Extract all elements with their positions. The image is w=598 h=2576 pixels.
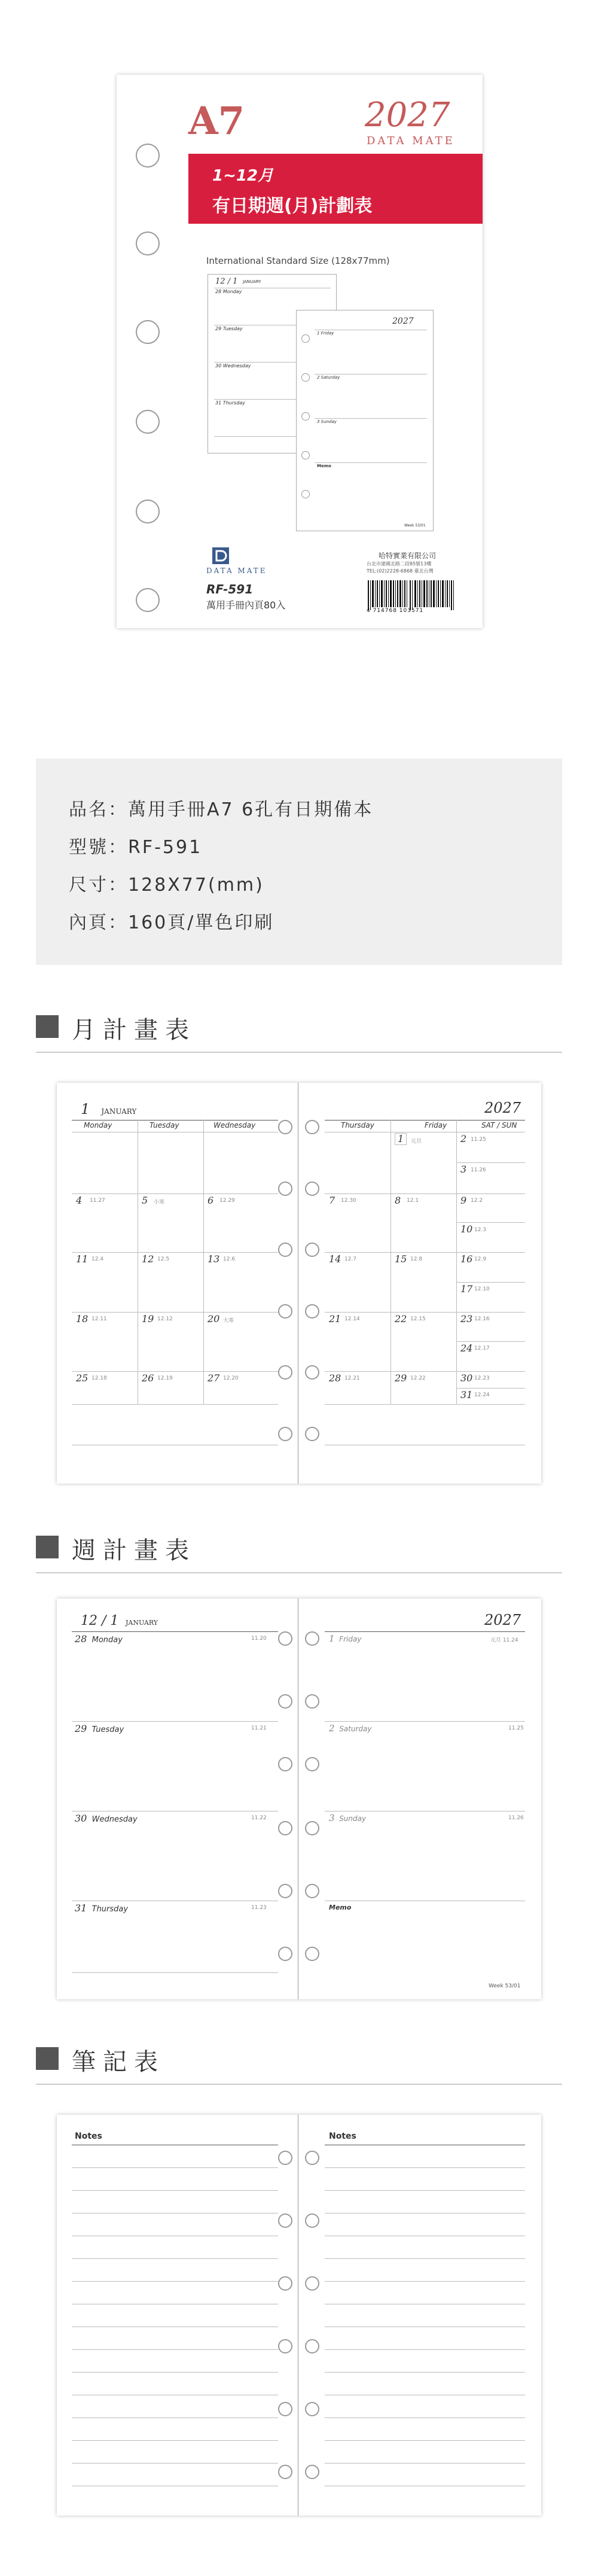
punch-hole (278, 1304, 292, 1319)
notes-title: Notes (329, 2132, 356, 2141)
spec-label: 內頁： (69, 912, 128, 933)
day-number: 30 (75, 1813, 87, 1824)
punch-hole (305, 2213, 319, 2228)
preview-day: 1 Friday (317, 331, 334, 336)
weekly-day (75, 1723, 124, 1734)
cover-year: 2027 (365, 96, 450, 135)
punch-hole (278, 1365, 292, 1380)
punch-hole (278, 2213, 292, 2228)
model-desc: 萬用手冊內頁80入 (206, 599, 286, 611)
day-number: 26 (142, 1372, 154, 1384)
punch-hole (305, 1884, 319, 1898)
product-cover (117, 75, 483, 628)
day-number: 30 (460, 1372, 473, 1384)
punch-hole (305, 2402, 319, 2416)
day-lunar: 12.1 (407, 1198, 419, 1204)
punch-hole (278, 1757, 292, 1771)
day-lunar: 11.20 (251, 1636, 267, 1642)
day-number: 12 (142, 1253, 154, 1265)
day-number: 2 (460, 1133, 467, 1144)
spec-value: RF-591 (128, 837, 203, 858)
day-number: 29 (75, 1723, 87, 1734)
punch-hole (278, 1821, 292, 1835)
day-lunar: 11.25 (471, 1137, 486, 1143)
day-lunar: 大寒 (223, 1318, 234, 1324)
day-name: Tuesday (91, 1725, 124, 1734)
preview-week: Week 53/01 (404, 523, 426, 528)
weekday-header: Monday (84, 1121, 112, 1129)
punch-hole (278, 2339, 292, 2353)
punch-hole (136, 320, 160, 344)
spec-row (69, 794, 373, 821)
day-lunar: 元旦 (411, 1138, 422, 1144)
spec-value: 160頁/單色印刷 (128, 912, 274, 933)
day-name: Wednesday (91, 1815, 138, 1824)
preview-day: 3 Sunday (317, 419, 337, 424)
spec-label: 品名： (69, 799, 128, 820)
punch-hole (136, 500, 160, 523)
spec-row (69, 870, 264, 896)
section-rule (36, 2084, 562, 2085)
day-number: 9 (460, 1195, 467, 1206)
day-lunar: 12.4 (91, 1256, 104, 1262)
preview-month: JANUARY (243, 279, 261, 284)
punch-hole (305, 1120, 319, 1134)
day-lunar: 12.2 (471, 1198, 483, 1204)
punch-hole (278, 1884, 292, 1898)
day-lunar: 12.14 (344, 1316, 360, 1322)
day-lunar: 12.6 (223, 1256, 236, 1262)
day-lunar: 12.16 (474, 1316, 490, 1322)
punch-hole (136, 232, 160, 255)
weekly-spread (57, 1598, 541, 1999)
day-lunar: 12.7 (344, 1256, 357, 1262)
weekly-year: 2027 (484, 1612, 521, 1628)
day-lunar: 12.17 (474, 1345, 490, 1351)
preview-day: 30 Wednesday (215, 363, 251, 369)
weekday-header: Wednesday (213, 1121, 256, 1129)
day-number: 18 (76, 1313, 89, 1324)
punch-hole (136, 410, 160, 434)
weekly-day (329, 1813, 366, 1823)
spec-row (69, 832, 202, 858)
weekly-month: JANUARY (126, 1619, 158, 1627)
notes-spread (57, 2115, 541, 2516)
punch-hole (278, 1631, 292, 1646)
brand-logo (212, 547, 229, 564)
section-rule (36, 1572, 562, 1573)
day-lunar: 12.19 (157, 1375, 173, 1381)
section-rule (36, 1052, 562, 1053)
spec-value: 萬用手冊A7 6孔有日期備本 (128, 799, 374, 820)
section-marker (36, 2047, 59, 2070)
day-number: 8 (395, 1195, 401, 1206)
preview-year: 2027 (392, 316, 414, 326)
section-title-notes: 筆記表 (72, 2048, 165, 2076)
punch-hole (278, 2402, 292, 2416)
preview-day: 28 Monday (215, 289, 242, 294)
preview-day: 2 Saturday (317, 375, 340, 380)
day-number: 11 (76, 1253, 89, 1265)
day-number: 25 (76, 1372, 89, 1384)
monthly-spread (57, 1083, 541, 1484)
barcode-number: 4 714768 103571 (367, 608, 424, 614)
logo-text: DATA MATE (206, 567, 267, 575)
day-lunar: 12.24 (474, 1392, 490, 1398)
day-lunar: 12.18 (91, 1375, 107, 1381)
punch-hole (136, 144, 160, 168)
day-lunar: 12.21 (344, 1375, 360, 1381)
day-number: 31 (75, 1902, 87, 1914)
day-lunar: 12.20 (223, 1375, 239, 1381)
company-tel: TEL:(02)2228-6868 臺北台灣 (367, 568, 434, 574)
preview-day: 31 Thursday (215, 400, 245, 406)
day-number: 29 (395, 1372, 407, 1384)
preview-memo: Memo (317, 464, 331, 468)
punch-hole (278, 2276, 292, 2291)
section-marker (36, 1536, 59, 1558)
day-lunar: 12.5 (157, 1256, 170, 1262)
month-name: JANUARY (101, 1107, 137, 1116)
day-lunar: 12.30 (341, 1198, 356, 1204)
day-number: 23 (460, 1313, 473, 1324)
punch-hole (305, 1694, 319, 1709)
day-name: Friday (339, 1635, 362, 1643)
day-number: 28 (329, 1372, 341, 1384)
day-number: 20 (208, 1313, 220, 1324)
day-lunar: 12.22 (410, 1375, 426, 1381)
banner-line1: 1~12月 (212, 167, 274, 185)
barcode (367, 580, 462, 613)
day-name: Saturday (339, 1725, 372, 1733)
std-size: International Standard Size (128x77mm) (206, 255, 390, 266)
day-name: Sunday (339, 1814, 367, 1823)
day-number: 2 (329, 1723, 335, 1734)
weekly-day (329, 1633, 361, 1644)
punch-hole (305, 2151, 319, 2165)
punch-hole (136, 588, 160, 612)
day-number: 16 (460, 1253, 473, 1265)
spec-box (36, 759, 562, 965)
punch-hole (305, 1757, 319, 1771)
spec-value: 128X77(mm) (128, 875, 264, 896)
day-lunar: 12.3 (474, 1227, 487, 1233)
punch-hole (278, 1947, 292, 1961)
day-lunar: 12.10 (474, 1286, 490, 1292)
day-number: 31 (460, 1389, 473, 1400)
preview-right-page (296, 310, 434, 531)
weekly-day (75, 1633, 123, 1645)
day-number: 1 (398, 1133, 404, 1144)
day-lunar: 11.23 (251, 1905, 267, 1911)
day-number: 13 (208, 1253, 220, 1265)
punch-hole (305, 2339, 319, 2353)
day-number: 24 (460, 1342, 473, 1354)
punch-hole (305, 2465, 319, 2479)
day-name: Thursday (91, 1905, 129, 1914)
punch-hole (278, 1120, 292, 1134)
size-label: A7 (188, 99, 245, 144)
day-lunar: 元旦 11.24 (490, 1637, 518, 1643)
weekday-header: Friday (425, 1121, 447, 1129)
day-lunar: 11.25 (508, 1725, 524, 1731)
weekly-day (75, 1813, 138, 1824)
punch-hole (305, 1427, 319, 1441)
day-number: 3 (329, 1813, 335, 1823)
punch-hole (278, 2151, 292, 2165)
weekday-header: Thursday (341, 1121, 374, 1129)
day-lunar: 11.22 (251, 1815, 267, 1821)
monthly-month (81, 1101, 136, 1118)
day-number: 7 (329, 1195, 335, 1206)
day-number: 14 (329, 1253, 341, 1265)
day-number: 5 (142, 1195, 148, 1206)
spec-row (69, 908, 274, 934)
punch-hole (305, 1365, 319, 1380)
day-lunar: 12.15 (410, 1316, 426, 1322)
monthly-year: 2027 (484, 1100, 521, 1116)
day-lunar: 11.21 (251, 1725, 267, 1731)
punch-hole (278, 1182, 292, 1196)
day-number: 19 (142, 1313, 154, 1324)
day-number: 6 (208, 1195, 214, 1206)
day-number: 4 (76, 1195, 83, 1206)
week-number: Week 53/01 (489, 1983, 521, 1989)
punch-hole (278, 1243, 292, 1257)
day-lunar: 12.11 (91, 1316, 107, 1322)
day-number: 17 (460, 1283, 473, 1295)
day-name: Monday (91, 1636, 123, 1645)
memo-label: Memo (329, 1904, 352, 1911)
day-number: 28 (75, 1633, 87, 1645)
day-number: 3 (460, 1164, 467, 1175)
weekly-day (329, 1723, 371, 1734)
punch-hole (278, 1427, 292, 1441)
weekly-date: 12 / 1 (81, 1613, 119, 1628)
day-lunar: 小寒 (154, 1199, 165, 1205)
day-lunar: 12.12 (157, 1316, 173, 1322)
weekday-header: Tuesday (150, 1121, 179, 1129)
title-banner (188, 154, 483, 224)
section-title-weekly: 週計畫表 (72, 1537, 196, 1564)
weekday-header: SAT / SUN (481, 1121, 517, 1129)
section-marker (36, 1015, 59, 1038)
day-lunar: 12.8 (410, 1256, 423, 1262)
punch-hole (305, 1821, 319, 1835)
punch-hole (278, 1694, 292, 1709)
banner-line2: 有日期週(月)計劃表 (212, 196, 373, 217)
day-number: 10 (460, 1223, 473, 1235)
month-number: 1 (81, 1101, 90, 1118)
punch-hole (278, 2465, 292, 2479)
day-lunar: 12.23 (474, 1375, 490, 1381)
notes-title: Notes (75, 2132, 102, 2141)
day-lunar: 12.29 (219, 1198, 235, 1204)
day-lunar: 11.26 (471, 1167, 486, 1173)
company-name: 哈特實業有限公司 (379, 552, 437, 560)
spec-label: 尺寸： (69, 875, 128, 896)
company-address: 台北市建國北路二段85號13樓 (367, 561, 432, 567)
day-number: 1 (329, 1633, 335, 1644)
day-number: 22 (395, 1313, 407, 1324)
punch-hole (305, 1182, 319, 1196)
punch-hole (305, 1631, 319, 1646)
day-lunar: 11.27 (90, 1198, 105, 1204)
day-number: 15 (395, 1253, 407, 1265)
day-number: 21 (329, 1313, 341, 1324)
day-number: 27 (208, 1372, 220, 1384)
punch-hole (305, 2276, 319, 2291)
punch-hole (305, 1304, 319, 1319)
punch-hole (305, 1947, 319, 1961)
preview-date: 12 / 1 (215, 277, 238, 286)
section-title-monthly: 月計畫表 (72, 1016, 196, 1044)
day-lunar: 11.26 (508, 1815, 524, 1821)
weekly-day (75, 1902, 128, 1914)
punch-hole (305, 1243, 319, 1257)
model-number: RF-591 (206, 582, 254, 596)
day-lunar: 12.9 (474, 1256, 487, 1262)
preview-day: 29 Tuesday (215, 326, 243, 331)
cover-brand: DATA MATE (367, 135, 455, 147)
spec-label: 型號： (69, 837, 128, 858)
